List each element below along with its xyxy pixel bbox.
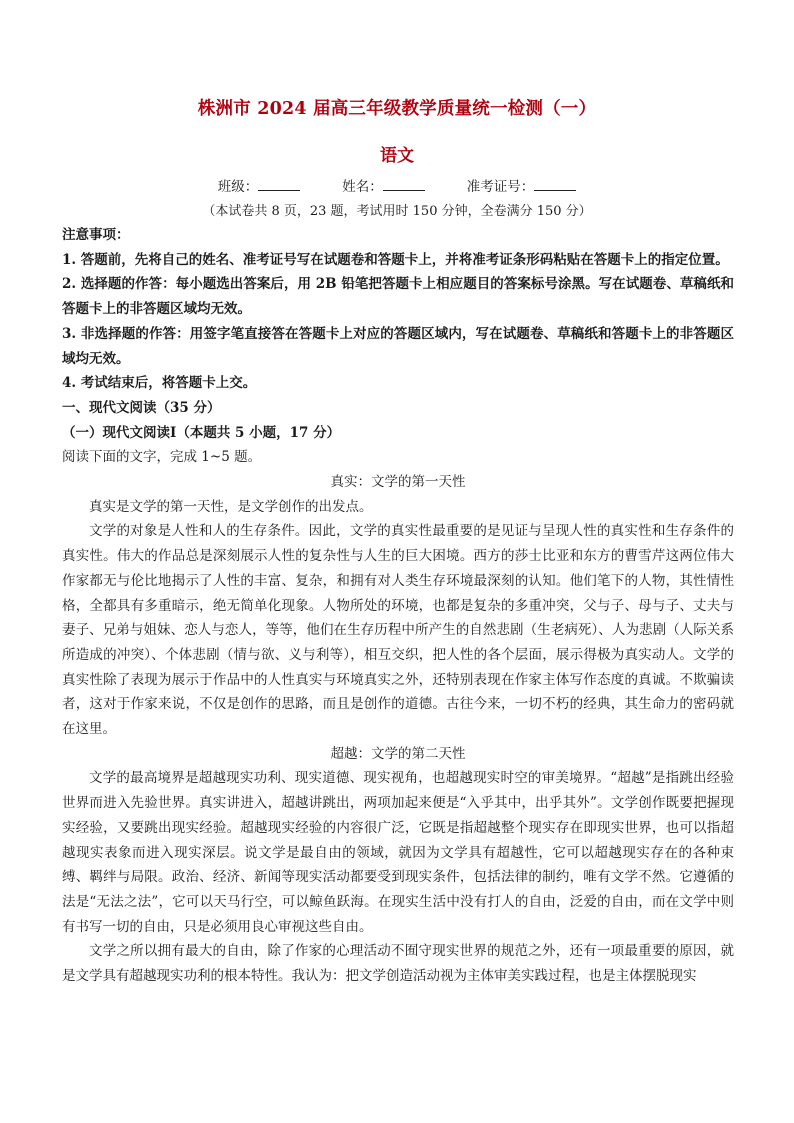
section-title: 一、现代文阅读（35 分） [62, 399, 221, 416]
name-label: 姓名： [342, 179, 383, 195]
notes-heading: 注意事项： [62, 227, 130, 243]
class-field [218, 175, 301, 195]
exam-title: 株洲市 2024 届高三年级教学质量统一检测（一） [197, 99, 597, 119]
exam-body [62, 223, 734, 989]
name-field [342, 175, 425, 195]
exam-id-blank [534, 178, 576, 191]
subject-title: 语文 [380, 146, 414, 166]
note-item: 1. 答题前，先将自己的姓名、准考证号写在试题卷和答题卡上，并将准考证条形码粘贴在答题卡上的指定位置。 [62, 251, 729, 268]
class-label: 班级： [217, 179, 259, 195]
exam-id-field [467, 175, 577, 195]
article-paragraph: 文学的对象是人性和人的生存条件。因此，文学的真实性最重要的是见证与呈现人性的真实性和生存条件的真实性。伟大的作品总是深刻展示人性的复杂性与人生的巨大困境。西方的莎士比亚和东方的曹雪芹这两位伟大作家都无与伦比地揭示了人性的丰富、复杂，和拥有对人类生存环境最深刻的认知。他们笔下的人物，其性情性格，全都具有多重暗示，绝无简单化现象。人物所处的环境，也都是复杂的多重冲突，父与子、母与子、丈夫与妻子、兄弟与姐妹、恋人与恋人，等等，他们在生存历程中所产生的自然悲剧（生老病死）、人为悲剧（人际关系所造成的冲突）、个体悲剧（情与欲、义与利等），相互交织，把人性的各个层面，展示得极为真实动人。文学的真实性除了表现为展示于作品中的人性真实与环境真实之外，还特别表现在作家主体写作态度的真诚。不欺骗读者，这对于作家来说，不仅是创作的思路，而且是创作的道德。古往今来，一切不朽的经典，其生命力的密码就在这里。 [62, 523, 734, 738]
subsection-title: （一）现代文阅读Ⅰ（本题共 5 小题，17 分） [62, 424, 341, 441]
exam-info: （本试卷共 8 页，23 题，考试用时 150 分钟，全卷满分 150 分） [202, 204, 592, 219]
note-item: 2. 选择题的作答：每小题选出答案后，用 2B 铅笔把答题卡上相应题目的答案标号涂黑。写在试题卷、草稿纸和答题卡上的非答题区域均无效。 [62, 276, 734, 318]
candidate-fields [0, 175, 794, 195]
article-heading-2: 超越：文学的第二天性 [330, 745, 466, 762]
article-paragraph: 文学之所以拥有最大的自由，除了作家的心理活动不囿守现实世界的规范之外，还有一项最重要的原因，就是文学具有超越现实功利的根本特性。我认为：把文学创造活动视为主体审美实践过程，也是主体摆脱现实 [62, 943, 734, 985]
article-heading-1: 真实：文学的第一天性 [330, 474, 466, 491]
note-item: 3. 非选择题的作答：用签字笔直接答在答题卡上对应的答题区域内，写在试题卷、草稿纸和答题卡上的非答题区域均无效。 [62, 325, 734, 367]
reading-instruction: 阅读下面的文字，完成 1~5 题。 [62, 449, 262, 466]
note-item: 4. 考试结束后，将答题卡上交。 [62, 375, 257, 392]
class-blank [258, 178, 300, 191]
name-blank [383, 178, 425, 191]
exam-id-label: 准考证号： [466, 179, 535, 195]
article-paragraph: 文学的最高境界是超越现实功利、现实道德、现实视角，也超越现实时空的审美境界。“超越”是指跳出经验世界而进入先验世界。真实讲进入，超越讲跳出，两项加起来便是“入乎其中，出乎其外”。文学创作既要把握现实经验，又要跳出现实经验。超越现实经验的内容很广泛，它既是指超越整个现实存在即现实世界，也可以指超越现实表象而进入现实深层。说文学是最自由的领域，就因为文学具有超越性，它可以超越现实存在的各种束缚、羁绊与局限。政治、经济、新闻等现实活动都要受到现实条件，包括法律的制约，唯有文学不然。它遵循的法是“无法之法”，它可以天马行空，可以鲸鱼跃海。在现实生活中没有打人的自由，泛爱的自由，而在文学中则有书写一切的自由，只是必须用良心审视这些自由。 [62, 770, 734, 935]
article-paragraph: 真实是文学的第一天性，是文学创作的出发点。 [89, 498, 373, 515]
